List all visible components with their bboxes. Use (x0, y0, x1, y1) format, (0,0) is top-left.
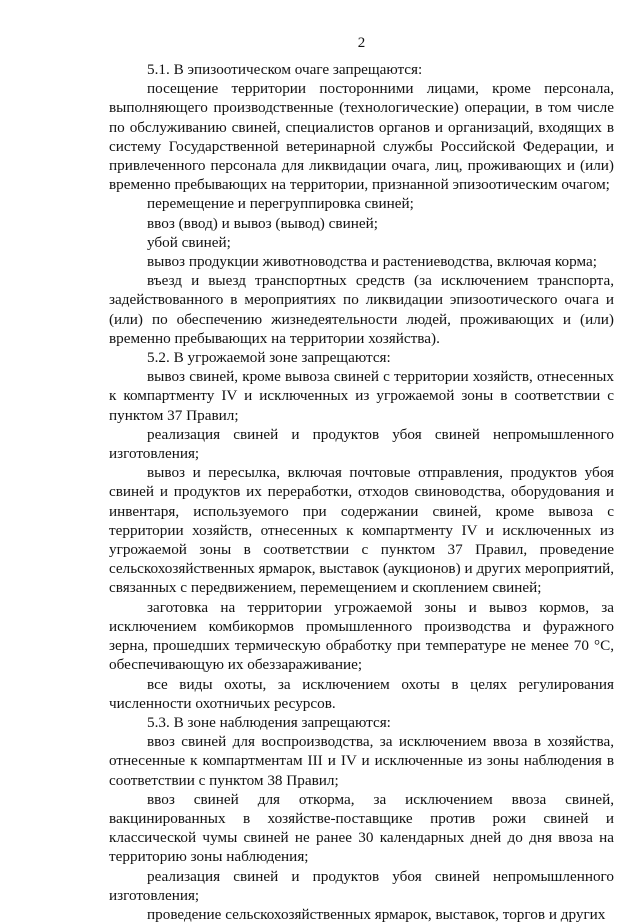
paragraph: посещение территории посторонними лицами, кроме персонала, выполняющего производственные (технологические) операции, в том числе по обслуживанию свиней, специалистов органов и организаций, входящих в систему Государственной ветеринарной службы Российской Федерации, и привлеченного персонала для ликвидации очага, лиц, проживающих и (или) временно пребывающих на территории, признанной эпизоотическим очагом; (109, 80, 614, 194)
paragraph: проведение сельскохозяйственных ярмарок, выставок, торгов и других (147, 905, 606, 923)
section-heading-5-1: 5.1. В эпизоотическом очаге запрещаются: (147, 61, 423, 78)
section-heading-5-3: 5.3. В зоне наблюдения запрещаются: (147, 713, 391, 731)
paragraph: убой свиней; (147, 233, 231, 251)
section-heading-5-2: 5.2. В угрожаемой зоне запрещаются: (147, 349, 391, 367)
paragraph: ввоз (ввод) и вывоз (вывод) свиней; (147, 214, 378, 232)
paragraph: ввоз свиней для откорма, за исключением ввоза свиней, вакцинированных в хозяйстве-поставщике против рожи свиней и классической чумы свиней не ранее 30 календарных дней до дня ввоза на территорию зоны наблюдения; (109, 790, 614, 866)
paragraph: перемещение и перегруппировка свиней; (147, 195, 414, 213)
paragraph: заготовка на территории угрожаемой зоны и вывоз кормов, за исключением комбикормов промышленного производства и фуражного зерна, прошедших термическую обработку при температуре не менее 70 °С, обеспечивающую их обеззараживание; (109, 598, 614, 674)
paragraph: реализация свиней и продуктов убоя свиней непромышленного изготовления; (109, 867, 614, 904)
paragraph: реализация свиней и продуктов убоя свиней непромышленного изготовления; (109, 425, 614, 463)
page-number: 2 (357, 35, 366, 51)
document-body (109, 60, 614, 924)
paragraph: вывоз продукции животноводства и растениеводства, включая корма; (147, 253, 597, 271)
paragraph: въезд и выезд транспортных средств (за исключением транспорта, задействованного в мероприятиях по ликвидации эпизоотического очага и (или) по обеспечению жизнедеятельности людей, проживающих и (или) временно пребывающих на территории хозяйства). (109, 272, 614, 347)
paragraph: вывоз свиней, кроме вывоза свиней с территории хозяйств, отнесенных к компартменту IV и исключенных из угрожаемой зоны в соответствии с пунктом 37 Правил; (109, 368, 614, 424)
document-page (109, 34, 614, 923)
paragraph: все виды охоты, за исключением охоты в целях регулирования численности охотничьих ресурсов. (109, 675, 614, 712)
paragraph: вывоз и пересылка, включая почтовые отправления, продуктов убоя свиней и продуктов их переработки, отходов свиноводства, оборудования и инвентаря, используемого при содержании свиней, кроме вывоза с территории хозяйств, отнесенных к компартменту IV и исключенных из угрожаемой зоны в соответствии с пунктом 37 Правил, проведение сельскохозяйственных ярмарок, выставок (аукционов) и других мероприятий, связанных с передвижением, перемещением и скоплением свиней; (109, 464, 614, 597)
paragraph: ввоз свиней для воспроизводства, за исключением ввоза в хозяйства, отнесенные к компартментам III и IV и исключенные из зоны наблюдения в соответствии с пунктом 38 Правил; (109, 733, 614, 789)
